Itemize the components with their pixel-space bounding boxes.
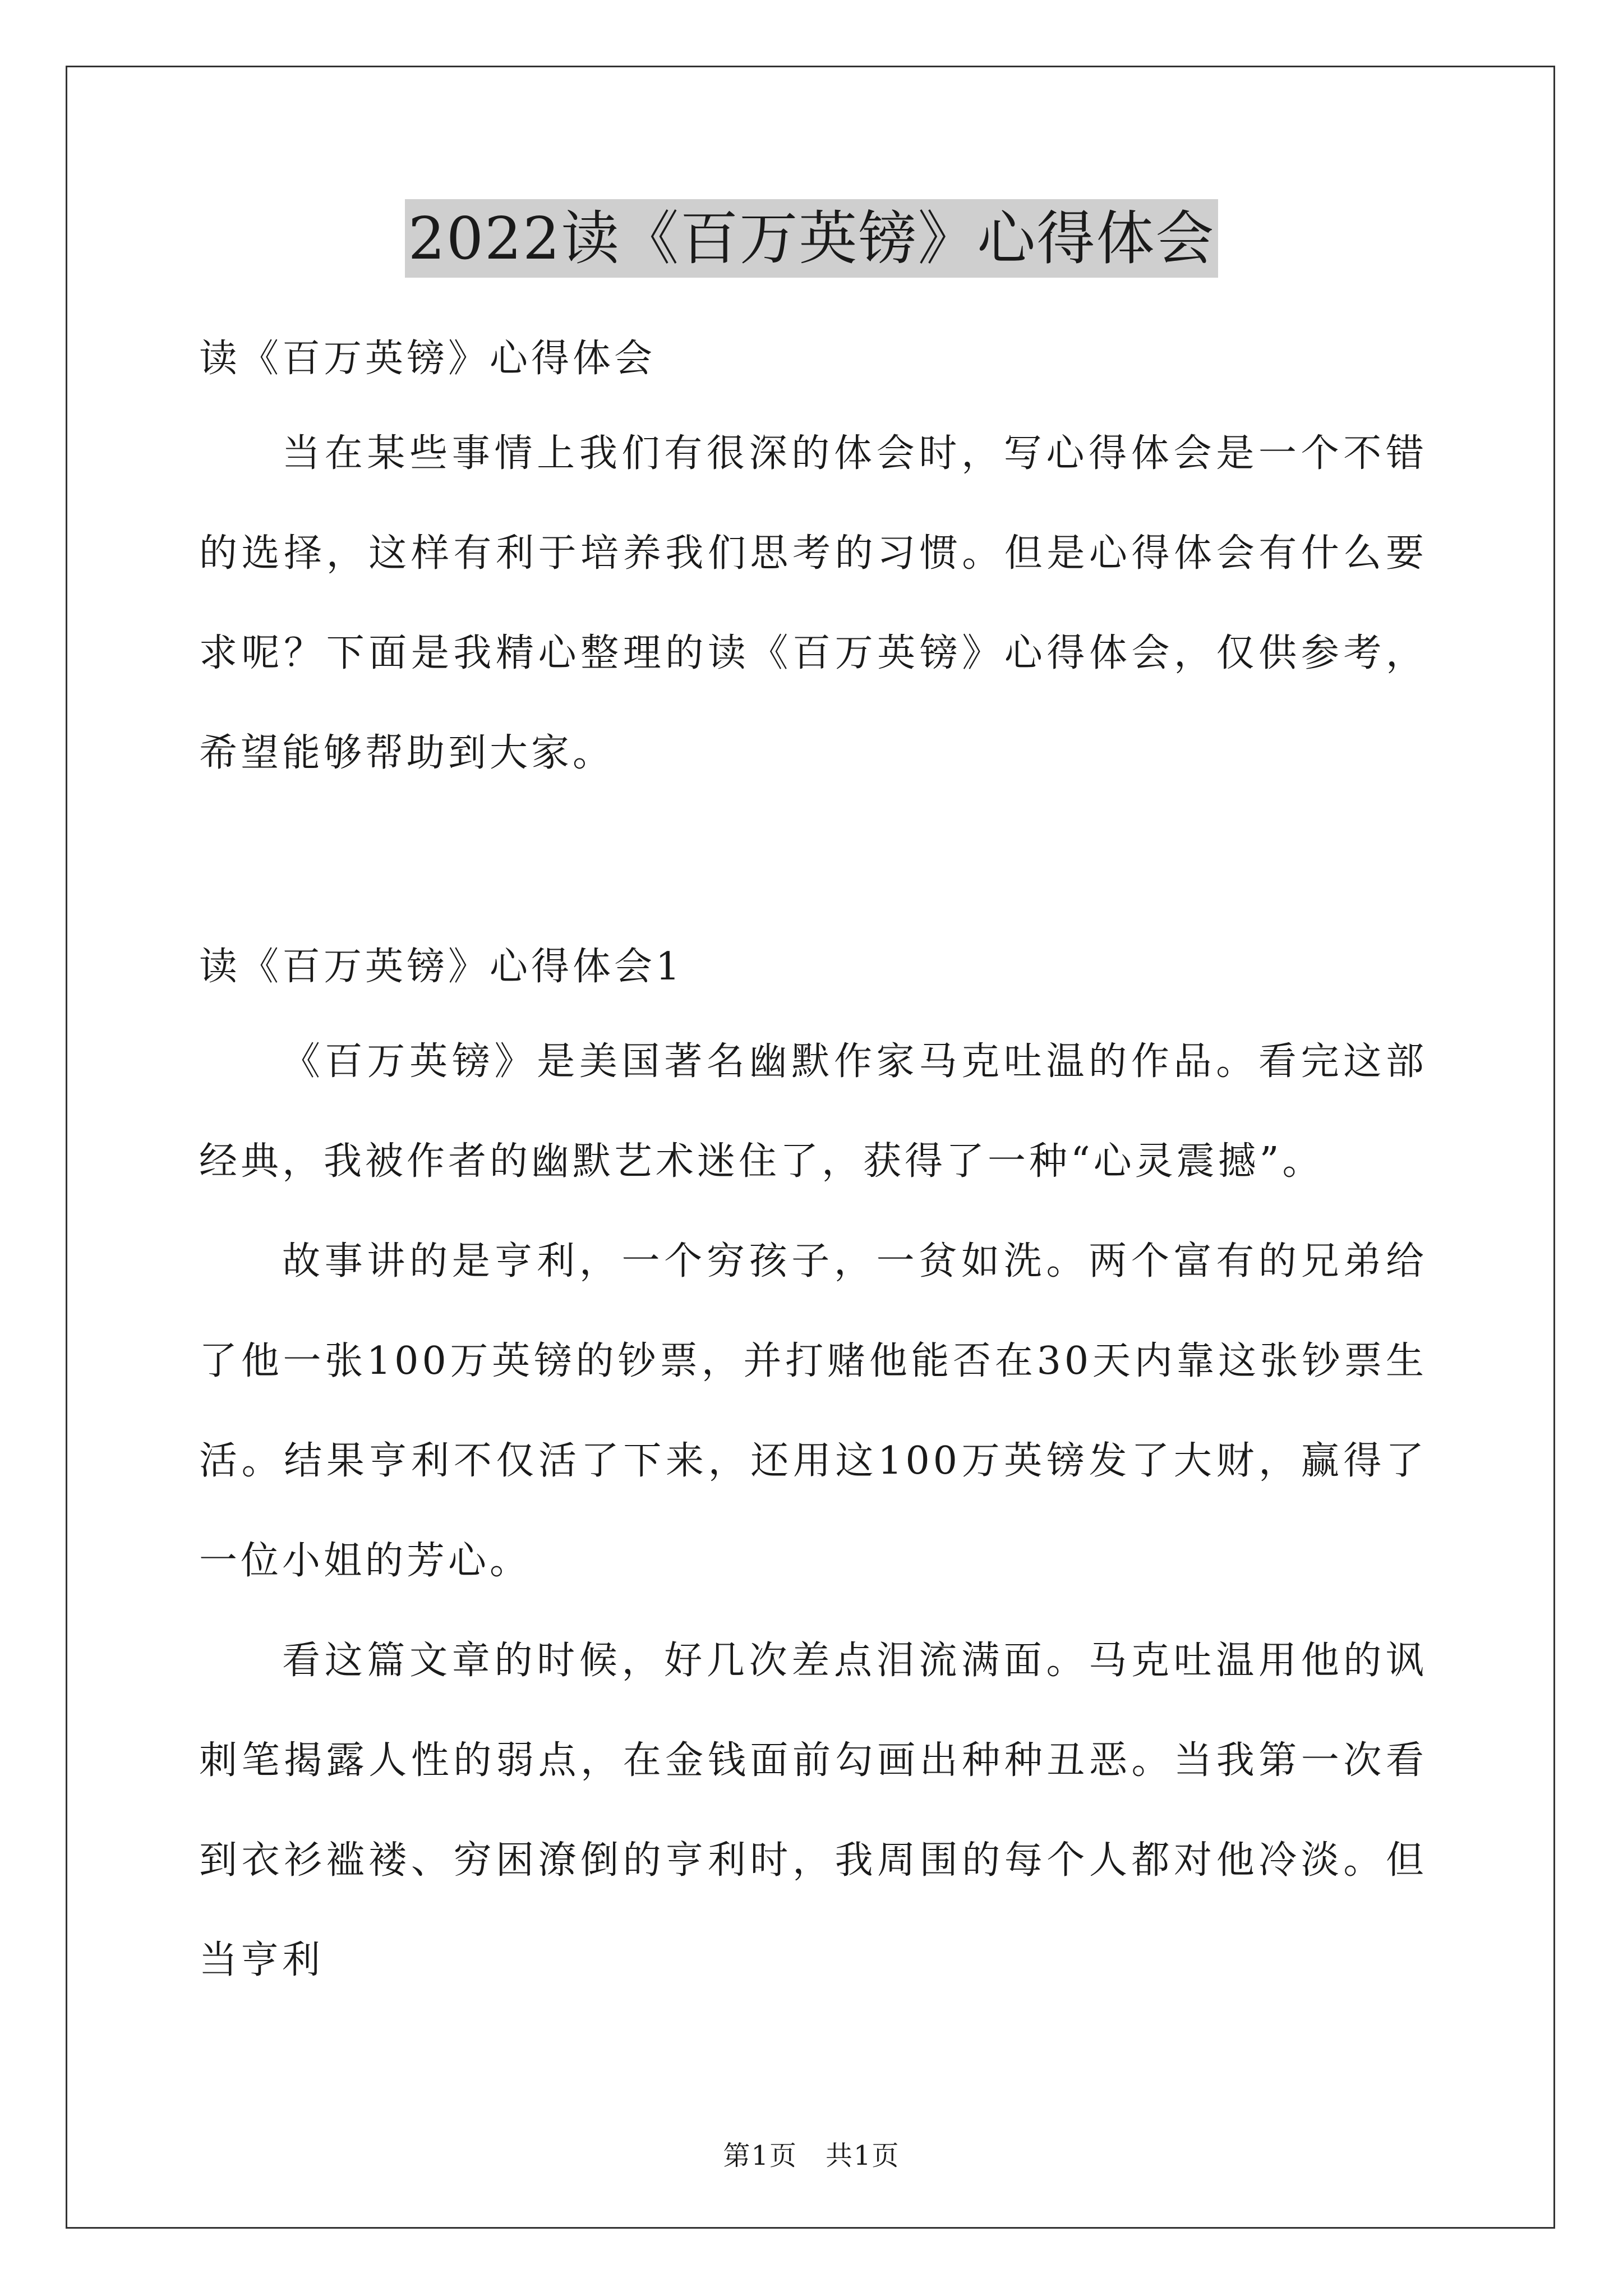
essay-1-paragraph-3: 看这篇文章的时候，好几次差点泪流满面。马克吐温用他的讽刺笔揭露人性的弱点，在金钱面前勾画出种种丑恶。当我第一次看到衣衫褴褛、穷困潦倒的亨利时，我周围的每个人都对他冷淡。但当亨利 — [199, 1639, 1427, 1982]
title-container — [0, 199, 1623, 278]
page-footer — [0, 2134, 1623, 2173]
essay-1-heading: 读《百万英镑》心得体会1 — [199, 945, 684, 989]
intro-paragraph: 当在某些事情上我们有很深的体会时，写心得体会是一个不错的选择，这样有利于培养我们思考的习惯。但是心得体会有什么要求呢？下面是我精心整理的读《百万英镑》心得体会，仅供参考，希望能够帮助到大家。 — [199, 431, 1427, 775]
page-number-current: 第1页 — [723, 2140, 797, 2171]
section-gap — [199, 803, 1427, 922]
section-heading: 读《百万英镑》心得体会 — [199, 337, 656, 381]
essay-1-paragraph-1: 《百万英镑》是美国著名幽默作家马克吐温的作品。看完这部经典，我被作者的幽默艺术迷住了，获得了一种“心灵震撼”。 — [199, 1039, 1427, 1184]
document-title: 2022读《百万英镑》心得体会 — [405, 199, 1219, 278]
page-number-total: 共1页 — [826, 2140, 900, 2171]
document-body — [199, 314, 1427, 2010]
essay-1-paragraph-2: 故事讲的是亨利，一个穷孩子，一贫如洗。两个富有的兄弟给了他一张100万英镑的钞票，并打赌他能否在30天内靠这张钞票生活。结果亨利不仅活了下来，还用这100万英镑发了大财，赢得了一位小姐的芳心。 — [199, 1239, 1427, 1583]
